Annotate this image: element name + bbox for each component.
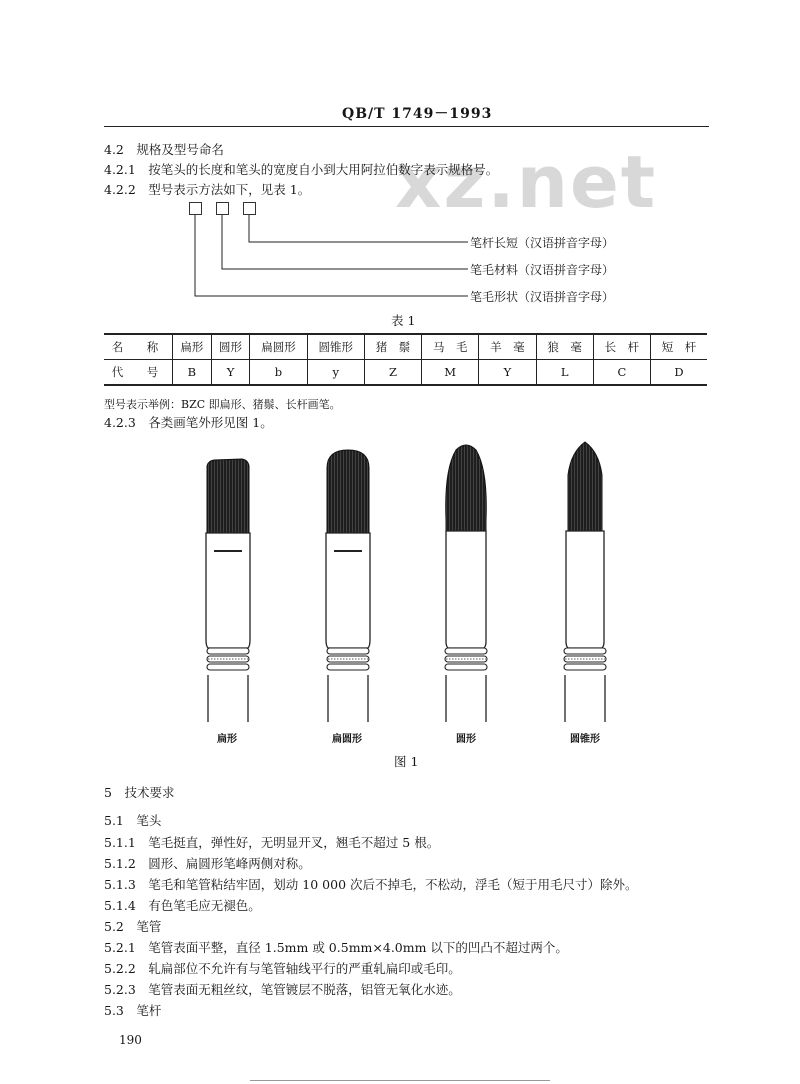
clause-5-1-1: 5.1.1 笔毛挺直，弹性好，无明显开叉，翘毛不超过 5 根。 bbox=[104, 835, 440, 850]
diagram-label-bristle-material: 笔毛材料（汉语拼音字母） bbox=[470, 263, 615, 277]
diagram-label-handle-length: 笔杆长短（汉语拼音字母） bbox=[470, 236, 615, 250]
table-cell: L bbox=[536, 360, 593, 386]
table-row-names bbox=[104, 334, 707, 360]
table-cell: 扁圆形 bbox=[250, 334, 307, 360]
table-note: 型号表示举例：BZC 即扁形、猪鬃、长杆画笔。 bbox=[104, 398, 341, 411]
brush-label-conical: 圆锥形 bbox=[570, 734, 600, 745]
table-cell: 名 称 bbox=[104, 334, 173, 360]
clause-5-2-3: 5.2.3 笔管表面无粗丝纹，笔管镀层不脱落，铝管无氧化水迹。 bbox=[104, 982, 461, 997]
table-row-codes bbox=[104, 360, 707, 386]
brush-round bbox=[445, 445, 487, 722]
clause-5-1-4: 5.1.4 有色笔毛应无褪色。 bbox=[104, 898, 261, 913]
figure-1-caption: 图 1 bbox=[394, 754, 419, 769]
table-cell: 代 号 bbox=[104, 360, 173, 386]
table-cell: B bbox=[173, 360, 212, 386]
watermark: xz.net bbox=[395, 140, 658, 224]
table-1 bbox=[104, 333, 707, 386]
table-cell: Z bbox=[364, 360, 421, 386]
table-cell: 短 杆 bbox=[651, 334, 707, 360]
section-5-3-heading: 5.3 笔杆 bbox=[104, 1003, 162, 1018]
document-header: QB/T 1749－1993 bbox=[342, 106, 493, 122]
brush-label-flat: 扁形 bbox=[217, 734, 237, 745]
clause-4-2-3: 4.2.3 各类画笔外形见图 1。 bbox=[104, 415, 273, 430]
section-4-2-heading: 4.2 规格及型号命名 bbox=[104, 142, 224, 157]
section-5-1-heading: 5.1 笔头 bbox=[104, 813, 162, 828]
section-5-2-heading: 5.2 笔管 bbox=[104, 919, 162, 934]
brush-label-flat-round: 扁圆形 bbox=[332, 734, 362, 745]
clause-5-1-3: 5.1.3 笔毛和笔管粘结牢固，划动 10 000 次后不掉毛，不松动，浮毛（短于用毛尺寸）除外。 bbox=[104, 877, 638, 892]
table-cell: 圆形 bbox=[211, 334, 250, 360]
table-cell: 圆锥形 bbox=[307, 334, 364, 360]
clause-5-2-2: 5.2.2 轧扁部位不允许有与笔管轴线平行的严重轧扁印或毛印。 bbox=[104, 961, 461, 976]
figure-1-brushes bbox=[0, 430, 800, 740]
table-1-caption: 表 1 bbox=[391, 313, 416, 328]
clause-4-2-2: 4.2.2 型号表示方法如下，见表 1。 bbox=[104, 182, 311, 197]
brush-label-round: 圆形 bbox=[456, 734, 476, 745]
diagram-label-bristle-shape: 笔毛形状（汉语拼音字母） bbox=[470, 290, 615, 304]
table-cell: y bbox=[307, 360, 364, 386]
table-cell: 猪 鬃 bbox=[364, 334, 421, 360]
table-cell: D bbox=[651, 360, 707, 386]
table-cell: M bbox=[422, 360, 479, 386]
table-cell: 马 毛 bbox=[422, 334, 479, 360]
brush-flat bbox=[206, 459, 250, 722]
brush-conical bbox=[564, 442, 606, 722]
table-cell: 长 杆 bbox=[593, 334, 650, 360]
clause-5-1-2: 5.1.2 圆形、扁圆形笔峰两侧对称。 bbox=[104, 856, 311, 871]
table-cell: Y bbox=[211, 360, 250, 386]
table-cell: 羊 毫 bbox=[479, 334, 536, 360]
table-cell: 狼 毫 bbox=[536, 334, 593, 360]
clause-4-2-1: 4.2.1 按笔头的长度和笔头的宽度自小到大用阿拉伯数字表示规格号。 bbox=[104, 162, 499, 177]
section-5-heading: 5 技术要求 bbox=[104, 785, 175, 800]
table-cell: C bbox=[593, 360, 650, 386]
diagram-lines bbox=[0, 0, 800, 320]
clause-5-2-1: 5.2.1 笔管表面平整，直径 1.5mm 或 0.5mm×4.0mm 以下的凹凸不超过两个。 bbox=[104, 940, 568, 955]
table-cell: Y bbox=[479, 360, 536, 386]
footer-rule bbox=[250, 1080, 550, 1081]
page-number: 190 bbox=[119, 1033, 142, 1047]
brush-flat-round bbox=[326, 450, 370, 722]
table-cell: b bbox=[250, 360, 307, 386]
table-cell: 扁形 bbox=[173, 334, 212, 360]
